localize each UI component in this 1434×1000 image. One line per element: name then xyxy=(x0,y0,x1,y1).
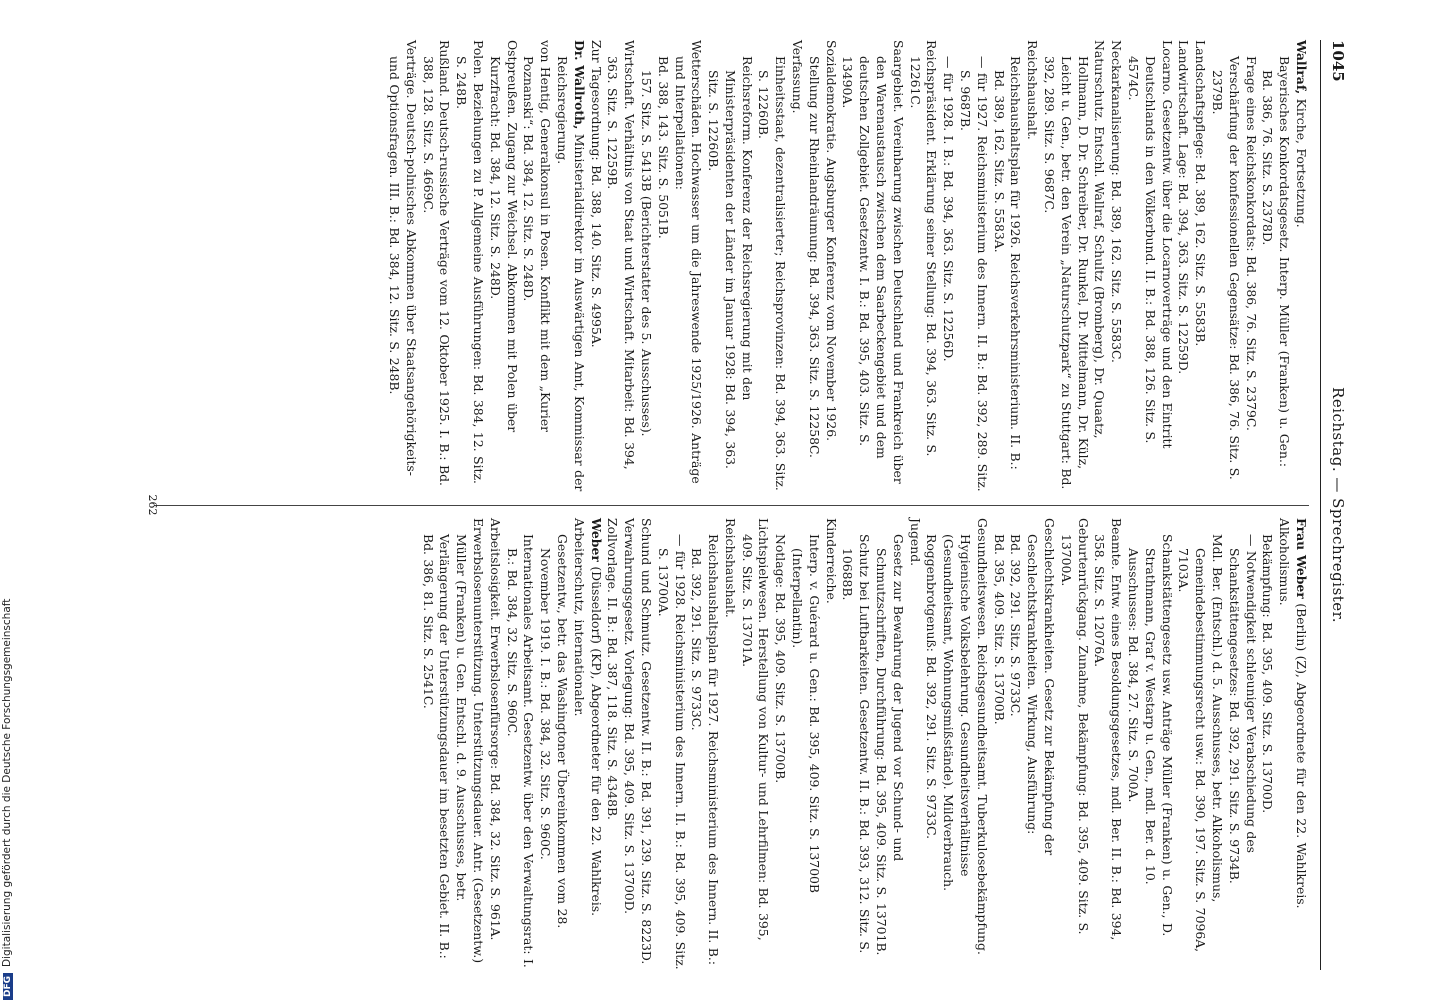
index-subentry: Schankstättengesetz usw. Anträge Müller (Franken) u. Gen., D. Strathmann, Graf v. Westarp u. Gen., mdl. Ber. d. 10. Ausschusses: Bd. 384, 27. Sitz. S. 700A. xyxy=(1126,534,1175,937)
index-entry: Erwerbslosenunterstützung. Unterstützungsdauer. Antr. (Gesetzentw.) Müller (Franken) u. Gen. Entschl. d. 9. Ausschusses, betr. Verlängerung der Unterstützungsdauer im besetzten Gebiet. II. B.: Bd. 386, 81. Sitz. S. 2541C. xyxy=(420,518,486,964)
index-subentry: Gesetz zur Bewahrung der Jugend vor Schund- und Schmutzschriften, Durchführung: Bd. 395, 409. Sitz. S. 13701B. xyxy=(874,534,906,956)
index-entry: von Hentig, Generalkonsul in Posen. Konflikt mit dem „Kurier Poznanski“: Bd. 384, 12. Sitz. S. 248D. xyxy=(521,40,554,433)
index-entry: Schund und Schmutz. Gesetzentw. II. B.: Bd. 391, 239. Sitz. S. 8223D. xyxy=(638,518,654,965)
index-subentry: Einheitsstaat, dezentralisierter; Reichsprovinzen: Bd. 394, 363. Sitz. S. 12260B. xyxy=(756,56,789,491)
speaker-description: (Berlin) (Z), Abgeordnete für den 22. Wahlkreis. xyxy=(1294,598,1309,909)
index-entry: Verträge. Deutsch-polnisches Abkommen über Staatsangehörigkeits- und Optionsfragen. III. B.: Bd. 384, 12. Sitz. S. 248B. xyxy=(386,40,419,476)
rotated-register-page xyxy=(107,40,1347,970)
index-subentry: Frage eines Reichskonkordats: Bd. 386, 76. Sitz. S. 2379C. xyxy=(1243,56,1259,431)
index-subentry: Schutz bei Luftbarkeiten. Gesetzentw. II. B.: Bd. 393, 312. Sitz. S. 10688B. xyxy=(840,534,873,954)
index-subentry: Reichsreform. Konferenz der Reichsregierung mit den Ministerpräsidenten der Länder im Januar 1928: Bd. 394, 363. Sitz. S. 12260B. xyxy=(706,56,755,469)
left-column xyxy=(385,40,1309,492)
running-head: Reichstag. — Sprechregister. xyxy=(1329,387,1347,623)
index-entry: Ostpreußen. Zugang zur Weichsel. Abkommen mit Polen über Kurzfracht: Bd. 384, 12. Sitz. S. 248D. xyxy=(487,40,520,433)
index-entry: Lichtspielwesen. Herstellung von Kultur- und Lehrfilmen: Bd. 395, 409. Sitz. S. 13701A. xyxy=(739,518,772,941)
index-subentry: Internationales Arbeitsamt. Gesetzentw. über den Verwaltungsrat: I. B.: Bd. 384, 32. Sitz. S. 960C. xyxy=(504,534,537,968)
index-subentry: Reichshaushaltsplan für 1926. Reichsverkehrsministerium. II. B.: Bd. 389, 162. Sitz. S. 5583A. xyxy=(991,56,1024,470)
speaker-description: Ministerialdirektor im Auswärtigen Amt, Kommissar der Reichsregierung. xyxy=(554,56,587,492)
index-entry: Reichshaushalt. xyxy=(1025,40,1041,140)
index-entry: Landschaftspflege: Bd. 389, 162. Sitz. S. 5583B. xyxy=(1193,40,1209,347)
speaker-heading xyxy=(1292,518,1309,970)
index-subentry: Bd. 392, 291. Sitz. S. 9733C. xyxy=(1008,534,1024,717)
index-entry: Naturschutz. Entschl. Wallraf, Schultz (Bromberg), Dr. Quaatz, Hollmann, D. Dr. Schreiber, Dr. Runkel, Dr. Mittelmann, Dr. Külz, Leicht u. Gen., betr. den Verein „Naturschutzpark“ zu Stuttgart: Bd. 392, 289. Sitz. S. 9687C. xyxy=(1042,40,1108,490)
sheet-number: 262 xyxy=(146,494,159,516)
right-column xyxy=(419,518,1309,970)
index-subentry: — für 1928. Reichsministerium des Innern. II. B.: Bd. 395, 409. Sitz. S. 13700A. xyxy=(655,534,688,970)
index-entry: Gesundheitswesen. Reichsgesundheitsamt. Tuberkulosebekämpfung. Hygienische Volksbelehrung. Gesundheitsverhältnisse (Gesundheitsamt, Wohnungsmißstände). Mildverbrauch. Roggenbrotgenuß: Bd. 392, 291. Sitz. S. 9733C. xyxy=(924,518,990,955)
speaker-heading xyxy=(587,518,604,970)
index-subentry: Gesetzentw., betr. das Washingtoner Übereinkommen vom 28. November 1919. I. B.: Bd. 384, 32. Sitz. S. 960C. xyxy=(538,534,570,929)
index-entry: Saargebiet. Vereinbarung zwischen Deutschland und Frankreich über den Warenaustausch zwischen dem Saarbeckengebiet und dem deutschen Zollgebiet. Gesetzentw. I. B.: Bd. 395, 403. Sitz. S. 13490A. xyxy=(840,40,906,484)
index-entry: Geschlechtskrankheiten. Gesetz zur Bekämpfung der Geschlechtskrankheiten. Wirkung, Ausführung: xyxy=(1025,518,1058,856)
index-entry: Jugend. xyxy=(907,518,923,567)
speaker-name: Wallraf, xyxy=(1294,40,1309,95)
index-subentry: Mdl. Ber. (Entschl.) d. 5. Ausschusses, betr. Alkoholismus, Gemeindebestimmungsrecht usw.: Bd. 390, 197. Sitz. S. 7096A, 7103A. xyxy=(1176,534,1226,953)
index-entry: Wirtschaft. Verhältnis von Staat und Wirtschaft. Mitarbeit: Bd. 394, 363. Sitz. S. 12259B. xyxy=(605,40,638,470)
index-subentry: Bd. 388, 143. Sitz. S. 5051B. xyxy=(655,56,671,239)
index-entry: Reichshaushalt. xyxy=(722,518,738,618)
index-entry: Arbeiterschutz, internationaler. xyxy=(571,518,587,717)
index-subentry: — für 1927. Reichsministerium des Innern. II. B.: Bd. 392, 289. Sitz. S. 9687B. xyxy=(958,56,990,492)
index-entry: Locarno. Gesetzentw. über die Locarnoverträge und den Eintritt Deutschlands in den Völkerbund. II. B.: Bd. 388, 126. Sitz. S. 4574C. xyxy=(1126,40,1175,449)
dfg-logo: DFG xyxy=(3,973,13,1000)
index-entry: Beamte. Entw. eines Besoldungsgesetzes, mdl. Ber. II. B.: Bd. 394, 358. Sitz. S. 12076A. xyxy=(1092,518,1125,941)
index-entry: Reichspräsident. Erklärung seiner Stellung: Bd. 394, 363. Sitz. S. 12261C. xyxy=(907,40,940,457)
speaker-heading xyxy=(1292,40,1309,492)
index-subentry: Reichshaushaltsplan für 1927. Reichsministerium des Innern. II. B.: Bd. 392, 291. Sitz. S. 9733C. xyxy=(689,534,722,966)
index-entry: Zur Tagesordnung: Bd. 388, 140. Sitz. S. 4995A. xyxy=(588,40,604,348)
index-entry: Polen. Beziehungen zu P. Allgemeine Ausführungen: Bd. 384, 12. Sitz. S. 248B. xyxy=(454,40,486,484)
index-subentry: — für 1928. I. B.: Bd. 394, 363. Sitz. S. 12256D. xyxy=(941,56,957,362)
column-divider xyxy=(154,505,1309,506)
index-entry: Arbeitslosigkeit. Erwerbslosenfürsorge: Bd. 384, 32. Sitz. S. 961A. xyxy=(487,518,503,941)
index-entry: Wetterschäden. Hochwasser um die Jahreswende 1925/1926. Anträge und Interpellationen: xyxy=(672,40,705,484)
index-subentry: Verschärfung der konfessionellen Gegensätze: Bd. 386, 76. Sitz. S. 2379B. xyxy=(1210,56,1242,480)
digitization-credit-text: Digitalisierung gefördert durch die Deutsche Forschungsgemeinschaft xyxy=(1,598,13,967)
speaker-name: Weber xyxy=(588,518,604,562)
index-entry: Neckarkanalisierung: Bd. 389, 162. Sitz. S. 5583C. xyxy=(1109,40,1125,363)
speaker-description: Kirche, Fortsetzung. xyxy=(1294,94,1309,228)
speaker-name: Dr. Wallroth, xyxy=(571,40,587,130)
speaker-name: Frau Weber xyxy=(1294,518,1309,599)
index-subentry: Interp. v. Guérard u. Gen.: Bd. 395, 409. Sitz. S. 13700B (Interpellantin). xyxy=(790,534,822,894)
page-number: 1045 xyxy=(1329,40,1347,82)
speaker-heading xyxy=(553,40,587,492)
index-entry: Verwahrungsgesetz. Vorlegung: Bd. 395, 409. Sitz. S. 13700D. xyxy=(622,518,638,915)
index-entry: Rußland. Deutsch-russische Verträge vom 12. Oktober 1925. I. B.: Bd. 388, 128. Sitz. S. 4669C. xyxy=(420,40,453,486)
index-entry: Zollvorlage. II. B.: Bd. 387, 118. Sitz. S. 4348B. xyxy=(605,518,621,820)
index-subentry: 157. Sitz. S. 5413B (Berichterstatter des 5. Ausschusses). xyxy=(638,70,654,437)
index-subentry: Notlage: Bd. 395, 409. Sitz. S. 13700B. xyxy=(773,534,789,784)
index-entry: Verfassung. xyxy=(790,40,806,114)
index-subentry: — Notwendigkeit schleuniger Verabschiedung des Schankstättengesetzes: Bd. 392, 291. Sitz. S. 9734B. xyxy=(1226,534,1259,884)
index-entry: Kinderreiche. xyxy=(823,518,839,604)
index-entry: Alkoholismus. xyxy=(1277,518,1293,606)
index-entry: Landwirtschaft. Lage: Bd. 394, 363. Sitz. S. 12259D. xyxy=(1176,40,1192,375)
speaker-description: (Düsseldorf) (KP), Abgeordneter für den 22. Wahlkreis. xyxy=(588,561,604,917)
index-entry: Sozialdemokratie. Augsburger Konferenz vom November 1926. Stellung zur Rheinlandräumung: Bd. 394, 363. Sitz. S. 12258C. xyxy=(806,40,839,458)
digitization-credit xyxy=(1,599,13,1000)
index-subentry: Bayerisches Konkordatsgesetz. Interp. Müller (Franken) u. Gen.: Bd. 386, 76. Sitz. S. 2378D. xyxy=(1260,56,1293,468)
index-subentry: Bekämpfung: Bd. 395, 409. Sitz. S. 13700D. xyxy=(1260,534,1276,814)
header-rule xyxy=(1320,40,1321,970)
index-subentry: Bd. 395, 409. Sitz. S. 13700B. xyxy=(991,534,1007,725)
index-entry: Geburtenrückgang. Zunahme, Bekämpfung: Bd. 395, 409. Sitz. S. 13700A. xyxy=(1058,518,1091,935)
